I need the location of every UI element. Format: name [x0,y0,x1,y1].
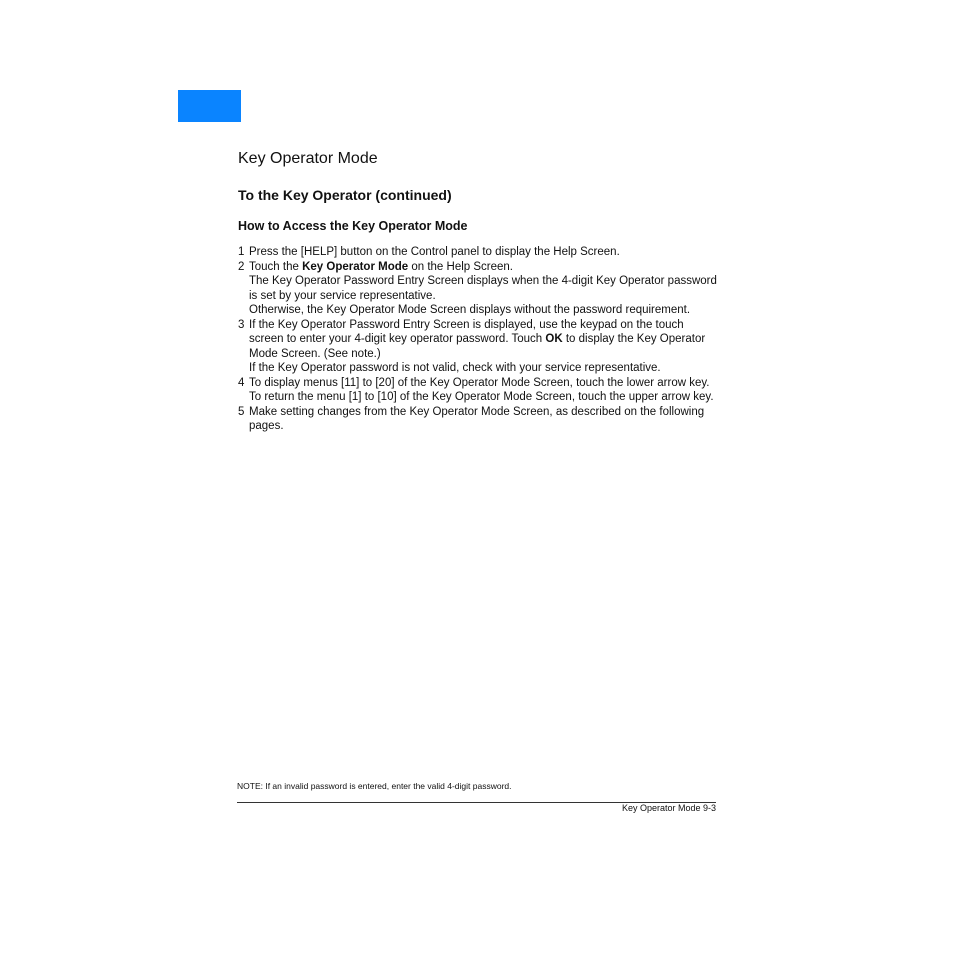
procedure-heading: How to Access the Key Operator Mode [238,219,468,233]
bold-term: Key Operator Mode [302,260,409,273]
step-number: 2 [238,260,245,273]
step-number: 1 [238,246,245,258]
step-number: 4 [238,376,245,389]
page-title: Key Operator Mode [238,150,378,167]
step-text: To display menus [11] to [20] of the Key Operator Mode Screen, touch the lower arrow key. [249,376,710,389]
step-text: Otherwise, the Key Operator Mode Screen displays without the password requirement. [249,304,691,316]
step-text: Make setting changes from the Key Operator Mode Screen, as described on the following pages. [249,405,705,432]
step-2 [238,260,718,318]
step-text: Touch the Key Operator Mode on the Help Screen. [249,260,513,273]
step-text: If the Key Operator password is not valid, check with your service representative. [249,362,661,374]
step-1 [238,245,718,260]
step-text: To return the menu [1] to [10] of the Key Operator Mode Screen, touch the upper arrow key. [249,391,714,403]
section-subtitle: To the Key Operator (continued) [238,187,452,203]
step-4 [238,376,718,405]
page-footer: Key Operator Mode 9-3 [621,803,716,813]
step-text: The Key Operator Password Entry Screen displays when the 4-digit Key Operator password is set by your service representative. [249,275,717,302]
step-list [238,245,718,434]
step-number: 3 [238,318,245,331]
step-text: Press the [HELP] button on the Control panel to display the Help Screen. [249,246,620,258]
footnote: NOTE: If an invalid password is entered, enter the valid 4-digit password. [237,781,512,791]
step-number: 5 [238,405,245,418]
bold-term: OK [545,333,563,345]
step-text: If the Key Operator Password Entry Screen is displayed, use the keypad on the touch screen to enter your 4-digit key operator password. Touch OK to display the Key Operator Mode Screen. (See note.) [249,318,706,360]
step-5 [238,405,718,434]
step-3 [238,318,718,376]
chapter-tab-marker [178,90,241,122]
